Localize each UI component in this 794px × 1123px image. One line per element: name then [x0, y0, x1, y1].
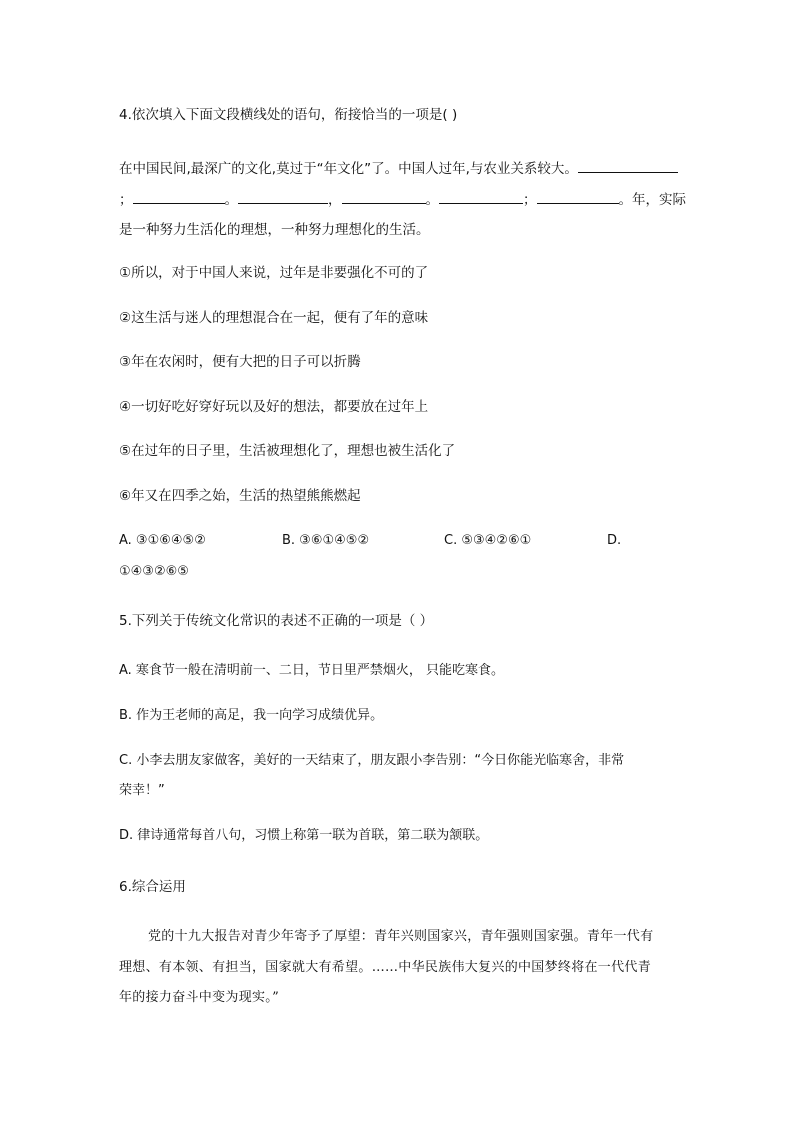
passage-punct: ， [328, 192, 342, 208]
passage-text: 。年，实际 [618, 192, 686, 208]
question-5-option-d[interactable]: D. 律诗通常每首八句，习惯上称第一联为首联，第二联为颔联。 [119, 828, 489, 843]
question-4-item-5: ⑤在过年的日子里，生活被理想化了，理想也被生活化了 [119, 443, 456, 459]
question-4-item-3: ③年在农闲时，便有大把的日子可以折腾 [119, 354, 361, 370]
option-d[interactable]: D. [607, 533, 622, 548]
question-4-item-1: ①所以，对于中国人来说，过年是非要强化不可的了 [119, 265, 429, 281]
question-5-option-a[interactable]: A. 寒食节一般在清明前一、二日，节日里严禁烟火， 只能吃寒食。 [119, 663, 505, 678]
question-4-item-6: ⑥年又在四季之始，生活的热望熊熊燃起 [119, 488, 361, 504]
question-5-option-b[interactable]: B. 作为王老师的高足，我一向学习成绩优异。 [119, 708, 384, 723]
passage-punct: ； [523, 192, 537, 208]
question-4-passage-line-3: 是一种努力生活化的理想，一种努力理想化的生活。 [119, 222, 430, 238]
option-d-content: ①④③②⑥⑤ [119, 564, 189, 579]
answer-blank-1[interactable] [578, 158, 678, 173]
answer-blank-6[interactable] [537, 189, 619, 204]
question-4-item-2: ②这生活与迷人的理想混合在一起，便有了年的意味 [119, 310, 429, 326]
option-a[interactable]: A. ③①⑥④⑤② [119, 533, 206, 548]
option-b[interactable]: B. ③⑥①④⑤② [282, 533, 370, 548]
answer-blank-4[interactable] [342, 189, 426, 204]
answer-blank-2[interactable] [133, 189, 225, 204]
question-4-passage-line-2 [119, 189, 686, 210]
quote-paragraph-line-2: 理想、有本领、有担当，国家就大有希望。……中华民族伟大复兴的中国梦终将在一代代青 [119, 960, 652, 975]
question-4-passage-line-1 [119, 158, 678, 179]
quote-paragraph-line-1: 党的十九大报告对青少年寄予了厚望：青年兴则国家兴，青年强则国家强。青年一代有 [148, 929, 654, 944]
passage-text: 在中国民间,最深广的文化,莫过于“年文化”了。中国人过年,与农业关系较大。 [119, 161, 578, 177]
question-4-stem: 4.依次填入下面文段横线处的语句，衔接恰当的一项是( ) [119, 107, 458, 123]
passage-punct: 。 [224, 192, 238, 208]
passage-text: ； [119, 192, 133, 208]
answer-blank-3[interactable] [238, 189, 328, 204]
question-6-stem: 6.综合运用 [119, 879, 186, 895]
passage-punct: 。 [425, 192, 439, 208]
quote-paragraph-line-3: 年的接力奋斗中变为现实。” [119, 990, 280, 1005]
question-4-item-4: ④一切好吃好穿好玩以及好的想法，都要放在过年上 [119, 399, 429, 415]
option-c[interactable]: C. ⑤③④②⑥① [444, 533, 532, 548]
question-4-options [119, 531, 679, 551]
question-5-option-c[interactable]: C. 小李去朋友家做客，美好的一天结束了，朋友跟小李告别：“今日你能光临寒舍，非常 [119, 753, 625, 768]
question-5-stem: 5.下列关于传统文化常识的表述不正确的一项是（ ） [119, 613, 434, 629]
answer-blank-5[interactable] [439, 189, 523, 204]
question-5-option-c-continued: 荣幸！” [119, 783, 165, 798]
